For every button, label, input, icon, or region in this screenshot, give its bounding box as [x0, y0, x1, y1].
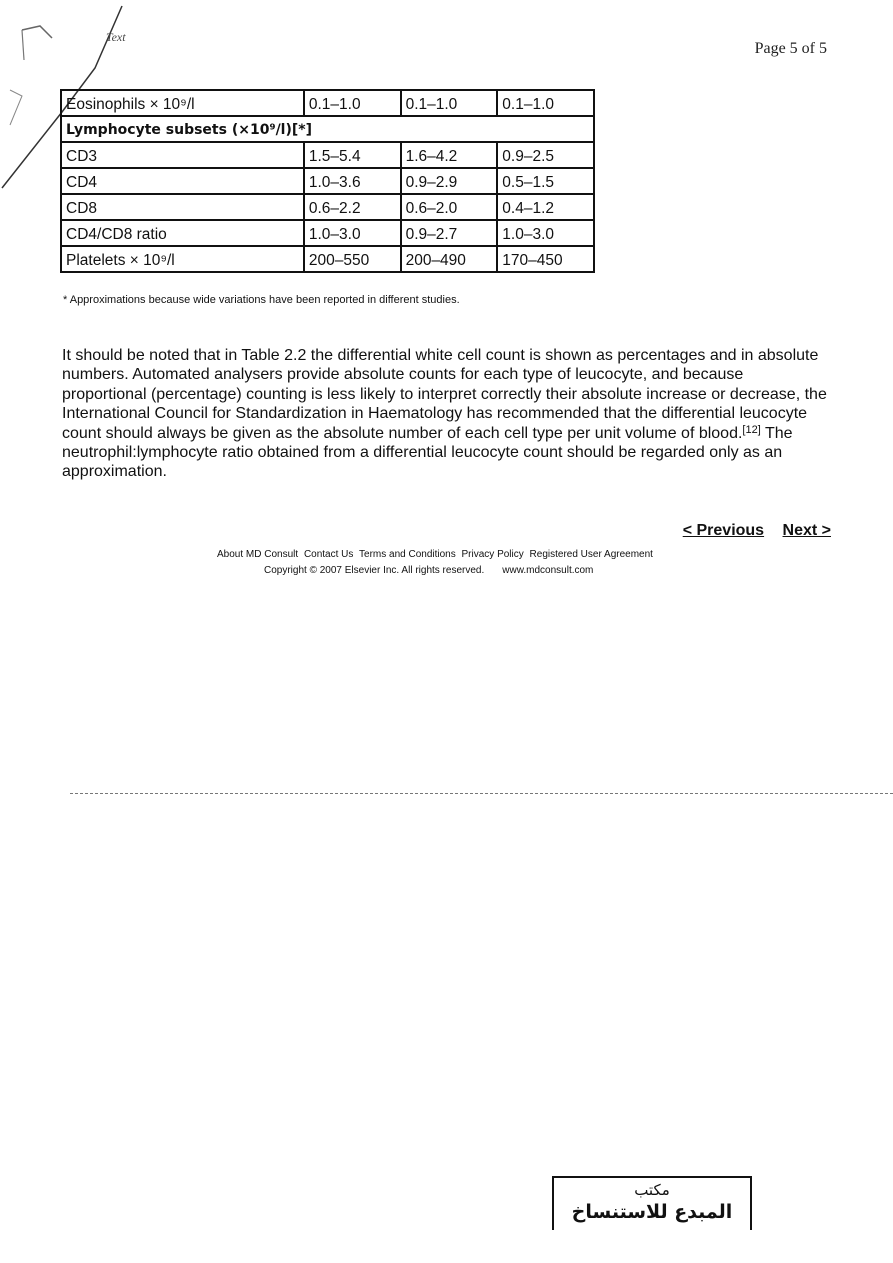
table-cell: 200–490 — [401, 246, 498, 272]
table-row — [61, 142, 594, 168]
copy-shop-stamp — [552, 1176, 752, 1230]
table-footnote: * Approximations because wide variations have been reported in different studies. — [63, 294, 460, 306]
copyright-text: Copyright © 2007 Elsevier Inc. All rights reserved. — [264, 565, 485, 576]
stamp-line-1: مكتب — [634, 1181, 670, 1199]
page-divider — [70, 793, 893, 794]
table-row — [61, 246, 594, 272]
footer-links — [217, 549, 656, 560]
next-link[interactable]: Next > — [782, 522, 831, 539]
footer-link-agreement[interactable]: Registered User Agreement — [529, 549, 653, 560]
footer-link-terms[interactable]: Terms and Conditions — [359, 549, 456, 560]
table-cell: CD4/CD8 ratio — [61, 220, 304, 246]
table-cell: 0.1–1.0 — [497, 90, 594, 116]
body-paragraph — [62, 346, 832, 482]
table-cell: 0.9–2.9 — [401, 168, 498, 194]
footer-link-privacy[interactable]: Privacy Policy — [461, 549, 524, 560]
reference-link[interactable]: [12] — [742, 423, 761, 436]
copyright-line — [264, 565, 593, 576]
page-navigation — [669, 522, 831, 540]
footer-link-contact[interactable]: Contact Us — [303, 549, 354, 560]
table-cell: 170–450 — [497, 246, 594, 272]
previous-link[interactable]: < Previous — [682, 522, 765, 539]
table-cell: 1.5–5.4 — [304, 142, 401, 168]
table-cell: 0.6–2.2 — [304, 194, 401, 220]
table-cell: CD8 — [61, 194, 304, 220]
body-text-part: The neutrophil:lymphocyte ratio obtained from a differential leucocyte count should be regarded only as an approximation. — [62, 424, 793, 481]
table-row — [61, 220, 594, 246]
table-cell: 1.0–3.0 — [304, 220, 401, 246]
table-cell: 0.1–1.0 — [304, 90, 401, 116]
table-row — [61, 168, 594, 194]
table-cell: 0.6–2.0 — [401, 194, 498, 220]
table-cell: Platelets × 10⁹/l — [61, 246, 304, 272]
table-cell: 200–550 — [304, 246, 401, 272]
table-cell: 0.9–2.5 — [497, 142, 594, 168]
page-indicator: Page 5 of 5 — [754, 40, 827, 57]
footer-link-about[interactable]: About MD Consult — [217, 549, 299, 560]
table-row — [61, 194, 594, 220]
print-link-text[interactable]: Text — [106, 30, 126, 44]
stamp-line-2: المبدع للاستنساخ — [571, 1201, 733, 1223]
table-cell: 0.9–2.7 — [401, 220, 498, 246]
table-cell: CD4 — [61, 168, 304, 194]
table-cell: CD3 — [61, 142, 304, 168]
body-text-part: It should be noted that in Table 2.2 the differential white cell count is shown as percentages and in absolute numbers. Automated analysers provide absolute counts for each type of leucocyte, and because proportional (percentage) counting is less likely to interpret correctly their absolute increase or decrease, the International Council for Standardization in Haematology has recommended that the differential leucocyte count should always be given as the absolute number of each cell type per unit volume of blood. — [62, 347, 827, 442]
table-cell: 0.1–1.0 — [401, 90, 498, 116]
table-cell: Eosinophils × 10⁹/l — [61, 90, 304, 116]
site-url-link[interactable]: www.mdconsult.com — [502, 565, 594, 576]
table-cell: 0.5–1.5 — [497, 168, 594, 194]
table-row — [61, 90, 594, 116]
table-cell: 0.4–1.2 — [497, 194, 594, 220]
stamp-arabic-text — [554, 1178, 750, 1230]
table-cell: 1.0–3.0 — [497, 220, 594, 246]
table-cell: 1.0–3.6 — [304, 168, 401, 194]
table-section-heading: Lymphocyte subsets (×10⁹/l)[*] — [61, 116, 594, 142]
table-cell: 1.6–4.2 — [401, 142, 498, 168]
table-section-row — [61, 116, 594, 142]
reference-values-table — [60, 89, 595, 273]
